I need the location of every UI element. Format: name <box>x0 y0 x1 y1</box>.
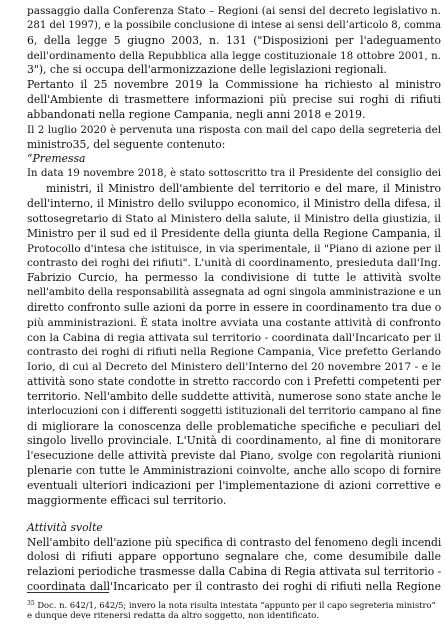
text-line: 6, della legge 5 giugno 2003, n. 131 ("Disposizioni per l'adeguamento <box>27 33 441 47</box>
text-line: nell'ambito della responsabilità assegnata ad ogni singola amministrazione e un <box>27 287 442 299</box>
text-line: plenarie con tutte le Amministrazioni coinvolte, anche allo scopo di fornire <box>27 464 441 478</box>
text-line: eventuali ulteriori indicazioni per l'implementazione di azioni correttive e <box>27 479 441 492</box>
text-line: l'esecuzione delle attività previste dal Piano, svolge con regolarità riunioni <box>27 449 441 463</box>
text-line: Ministro per il sud ed il Presidente della giunta della Regione Campania, il <box>27 226 441 240</box>
footnote-line: e dunque deve ritenersi redatta da altro soggetto, non identificato. <box>27 610 319 621</box>
footnote-marker: 35 <box>27 600 35 607</box>
paragraph-gap <box>27 509 441 521</box>
text-line: ministri, il Ministro dell'ambiente del territorio e del mare, il Ministro <box>46 182 441 196</box>
text-line: più amministrazioni. È stata inoltre avviata una costante attività di confronto <box>27 316 441 329</box>
text-line: interlocuzioni con i differenti soggetti istituzionali del territorio campano al fine <box>27 405 442 417</box>
text-line: coordinata dall'Incaricato per il contrasto dei roghi di rifiuti nella Regione <box>27 580 441 594</box>
text-line: contrasto dei roghi di rifiuti nella Regione Campania, Vice prefetto Gerlando <box>27 346 441 359</box>
text-line: relazioni periodiche trasmesse dalla Cabina di Regia attivata sul territorio - <box>27 565 442 579</box>
text-line: singolo livello provinciale. L'Unità di coordinamento, al fine di monitorare <box>27 434 441 448</box>
section-heading-attivita: Attività svolte <box>27 520 103 534</box>
text-line: Nell'ambito dell'azione più specifica di contrasto del fenomeno degli incendi <box>27 535 442 549</box>
footnote <box>27 599 441 621</box>
text-line: In data 19 novembre 2018, è stato sottoscritto tra il Presidente del consiglio dei <box>27 168 441 180</box>
text-line: sottosegretario di Stato al Ministero della salute, il Ministro della giustizia, il <box>27 212 441 225</box>
text-line: con la Cabina di regia attivata sul territorio - coordinata dall'Incaricato per il <box>27 331 441 344</box>
text-line: diretto confronto sulle azioni da porre in essere in coordinamento tra due o <box>27 300 442 314</box>
text-line: maggiormente efficaci sul territorio. <box>27 493 227 507</box>
text-line: dell'interno, il Ministro dello sviluppo economico, il Ministro della difesa, il <box>27 196 441 210</box>
section-heading-premessa: “Premessa <box>27 152 86 166</box>
text-line: attività sono state condotte in stretto raccordo con i Prefetti competenti per <box>27 375 441 389</box>
text-line: ministro35, del seguente contenuto: <box>27 137 226 151</box>
text-line: passaggio dalla Conferenza Stato – Regioni (ai sensi del decreto legislativo n. <box>27 5 441 17</box>
text-line: 3"), che si occupa dell'armonizzazione delle legislazioni regionali. <box>27 63 387 77</box>
footnote-text: Doc. n. 642/1, 642/5; invero la nota risulta intestata “appunto per il capo segreteria ministro” <box>37 600 436 610</box>
text-line: contrasto dei roghi dei rifiuti". L'unità di coordinamento, presieduta dall'Ing. <box>27 257 441 270</box>
text-line: Pertanto il 25 novembre 2019 la Commissione ha richiesto al ministro <box>27 78 441 92</box>
text-line: abbandonati nella regione Campania, negli anni 2018 e 2019. <box>27 107 366 121</box>
text-line: Fabrizio Curcio, ha permesso la condivisione di tutte le attività svolte <box>27 271 441 285</box>
text-line: dolosi di rifiuti appare opportuno segnalare che, come desumibile dalle <box>27 550 441 564</box>
text-line: Protocollo d'intesa che istituisce, in via sperimentale, il "Piano di azione per il <box>27 242 441 255</box>
text-line: dell'ordinamento della Repubblica alla legge costituzionale 18 ottobre 2001, n. <box>27 49 441 62</box>
text-line: di migliorare la conoscenza delle problematiche specifiche e peculiari del <box>27 419 441 433</box>
text-line: 281 del 1997), e la possibile conclusione di intese ai sensi dell’articolo 8, comma <box>27 19 441 31</box>
footnote-line <box>27 599 441 611</box>
text-line: Il 2 luglio 2020 è pervenuta una risposta con mail del capo della segreteria del <box>27 123 441 136</box>
footnote-separator <box>27 592 109 593</box>
text-line: dell'Ambiente di trasmettere informazioni più precise sui roghi di rifiuti <box>27 93 441 107</box>
document-body <box>27 4 441 595</box>
text-line: Iorio, di cui al Decreto del Ministero dell'Interno del 20 novembre 2017 - e le <box>27 361 441 374</box>
text-line: territorio. Nell'ambito delle suddette attività, numerose sono state anche le <box>27 389 442 403</box>
